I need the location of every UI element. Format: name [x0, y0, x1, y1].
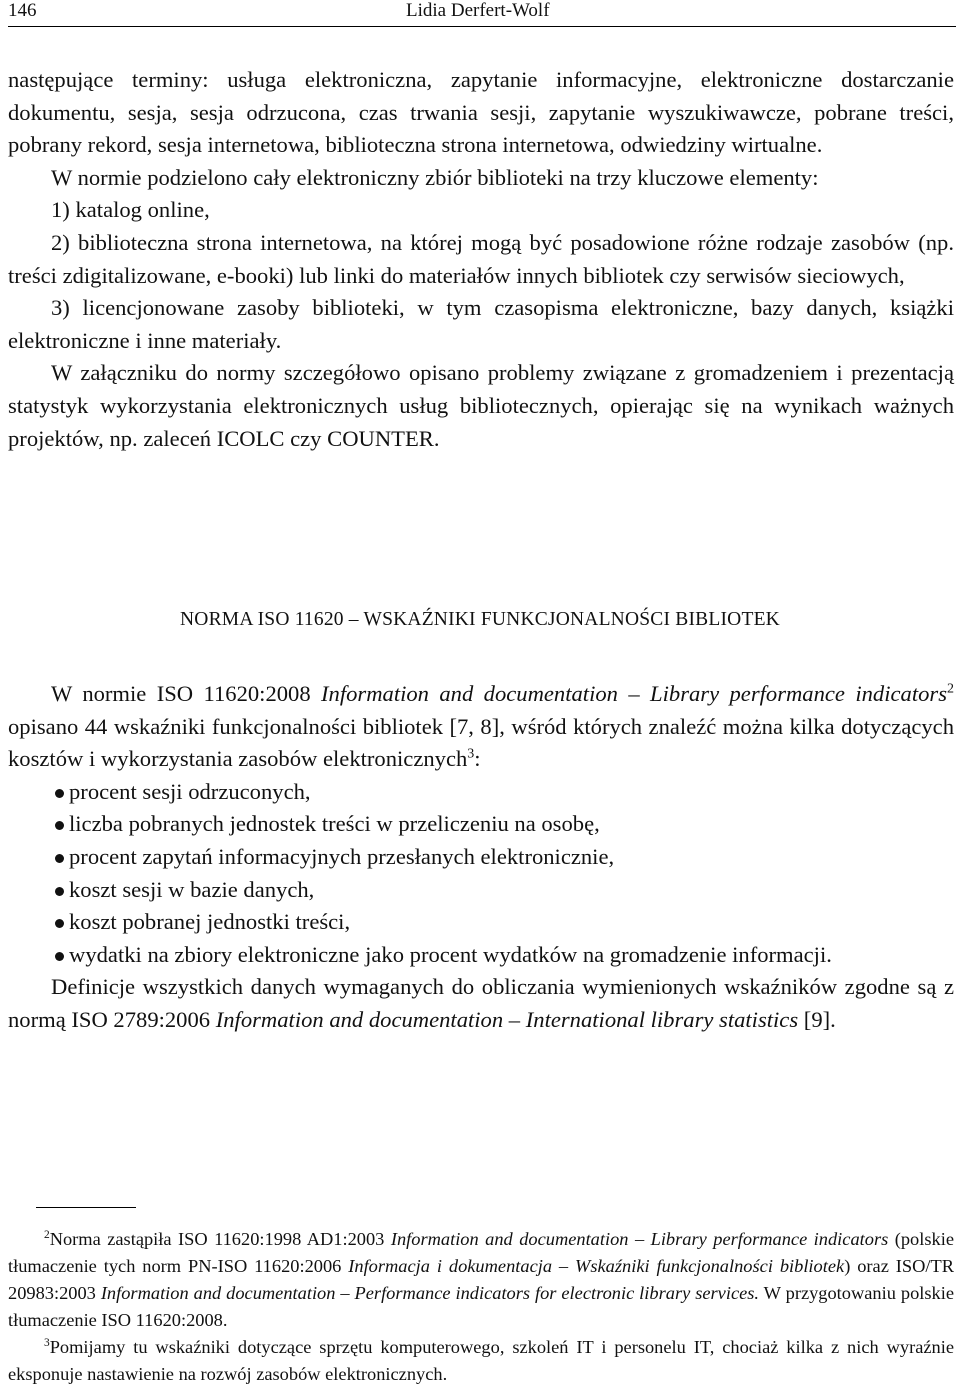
bullet-icon — [55, 919, 64, 928]
paragraph-definitions — [8, 971, 954, 1036]
list-item-licensed: 3) licencjonowane zasoby biblioteki, w tym czasopisma elektroniczne, bazy danych, książki elektroniczne i inne materiały. — [8, 295, 954, 353]
list-item: procent zapytań informacyjnych przesłanych elektronicznie, — [8, 841, 954, 874]
bullet-icon — [55, 821, 64, 830]
paragraph-terms: następujące terminy: usługa elektroniczna, zapytanie informacyjne, elektroniczne dostarczanie dokumentu, sesja, sesja odrzucona, czas trwania sesji, zapytanie wyszukiwawcze, pobrane treści, pobrany rekord, sesja internetowa, biblioteczna strona internetowa, odwiedziny wirtualne. — [8, 67, 954, 158]
intro-title: Information and documentation – Library performance indicators — [321, 681, 947, 706]
page-number: 146 — [8, 0, 37, 21]
paragraph-norm-split: W normie podzielono cały elektroniczny zbiór biblioteki na trzy kluczowe elementy: — [51, 164, 819, 190]
intro-text-b: opisano 44 wskaźniki funkcjonalności bibliotek [7, 8], wśród których znaleźć można kilka dotyczących kosztów i wykorzystania zasobów elektronicznych — [8, 713, 954, 772]
running-author: Lidia Derfert-Wolf — [406, 0, 550, 21]
def-text-a: Definicje wszystkich danych wymaganych do obliczania wymienionych wskaźników zgodne są z normą ISO 2789:2006 — [8, 974, 954, 1032]
indicator-list — [8, 776, 954, 972]
running-header — [8, 0, 956, 27]
section-body — [8, 678, 954, 1037]
list-item: liczba pobranych jednostek treści w przeliczeniu na osobę, — [8, 808, 954, 841]
list-item: koszt pobranej jednostki treści, — [8, 906, 954, 939]
list-item: procent sesji odrzuconych, — [8, 776, 954, 809]
bullet-icon — [55, 952, 64, 961]
footnote-2: $^2$Norma zastąpiła ISO 11620:1998 AD1:2003 Information and documentation – Library performance indicators (polskie tłumaczenie tych norm PN-ISO 11620:2006 Informacja i dokumentacja – Wskaźniki funkcjonalności bibliotek) oraz ISO/TR 20983:2003 Information and documentation – Performance indicators for electronic library services. W przygotowaniu polskie tłumaczenie ISO 11620:2008. — [8, 1228, 954, 1330]
footnote-ref-2: 2 — [946, 681, 954, 697]
list-item-catalog: 1) katalog online, — [51, 197, 210, 223]
footnote-ref-3: 3 — [467, 746, 475, 762]
paragraph-annex: W załączniku do normy szczegółowo opisano problemy związane z gromadzeniem i prezentacją statystyk wykorzystania elektronicznych usług bibliotecznych, opierając się na wynikach ważnych projektów, np. zaleceń ICOLC czy COUNTER. — [8, 360, 954, 451]
footnote-number-2: 2 — [44, 1228, 50, 1241]
intro-text-c: : — [474, 746, 481, 772]
list-item-website: 2) biblioteczna strona internetowa, na której mogą być posadowione różne rodzaje zasobów (np. treści zdigitalizowane, e-booki) lub linki do materiałów innych bibliotek czy serwisów sieciowych, — [8, 229, 954, 288]
def-text-b: [9]. — [798, 1006, 836, 1032]
footnotes — [8, 1226, 954, 1388]
intro-text-a: W normie ISO 11620:2008 — [51, 681, 322, 706]
list-item: wydatki na zbiory elektroniczne jako procent wydatków na gromadzenie informacji. — [8, 939, 954, 972]
bullet-icon — [55, 854, 64, 863]
footnote-number-3: 3 — [44, 1336, 50, 1349]
bullet-icon — [55, 887, 64, 896]
def-title: Information and documentation – International library statistics — [215, 1006, 799, 1032]
footnote-3: $^3$Pomijamy tu wskaźniki dotyczące sprzętu komputerowego, szkoleń IT i personelu IT, chociaż kilka z nich wyraźnie eksponuje nastawienie na rozwój zasobów elektronicznych. — [8, 1336, 954, 1384]
list-item: koszt sesji w bazie danych, — [8, 874, 954, 907]
body-text — [8, 64, 954, 455]
paragraph-iso-intro — [8, 678, 954, 776]
section-heading: NORMA ISO 11620 – WSKAŹNIKI FUNKCJONALNOŚCI BIBLIOTEK — [180, 609, 780, 630]
footnote-divider — [36, 1207, 136, 1208]
bullet-icon — [55, 789, 64, 798]
